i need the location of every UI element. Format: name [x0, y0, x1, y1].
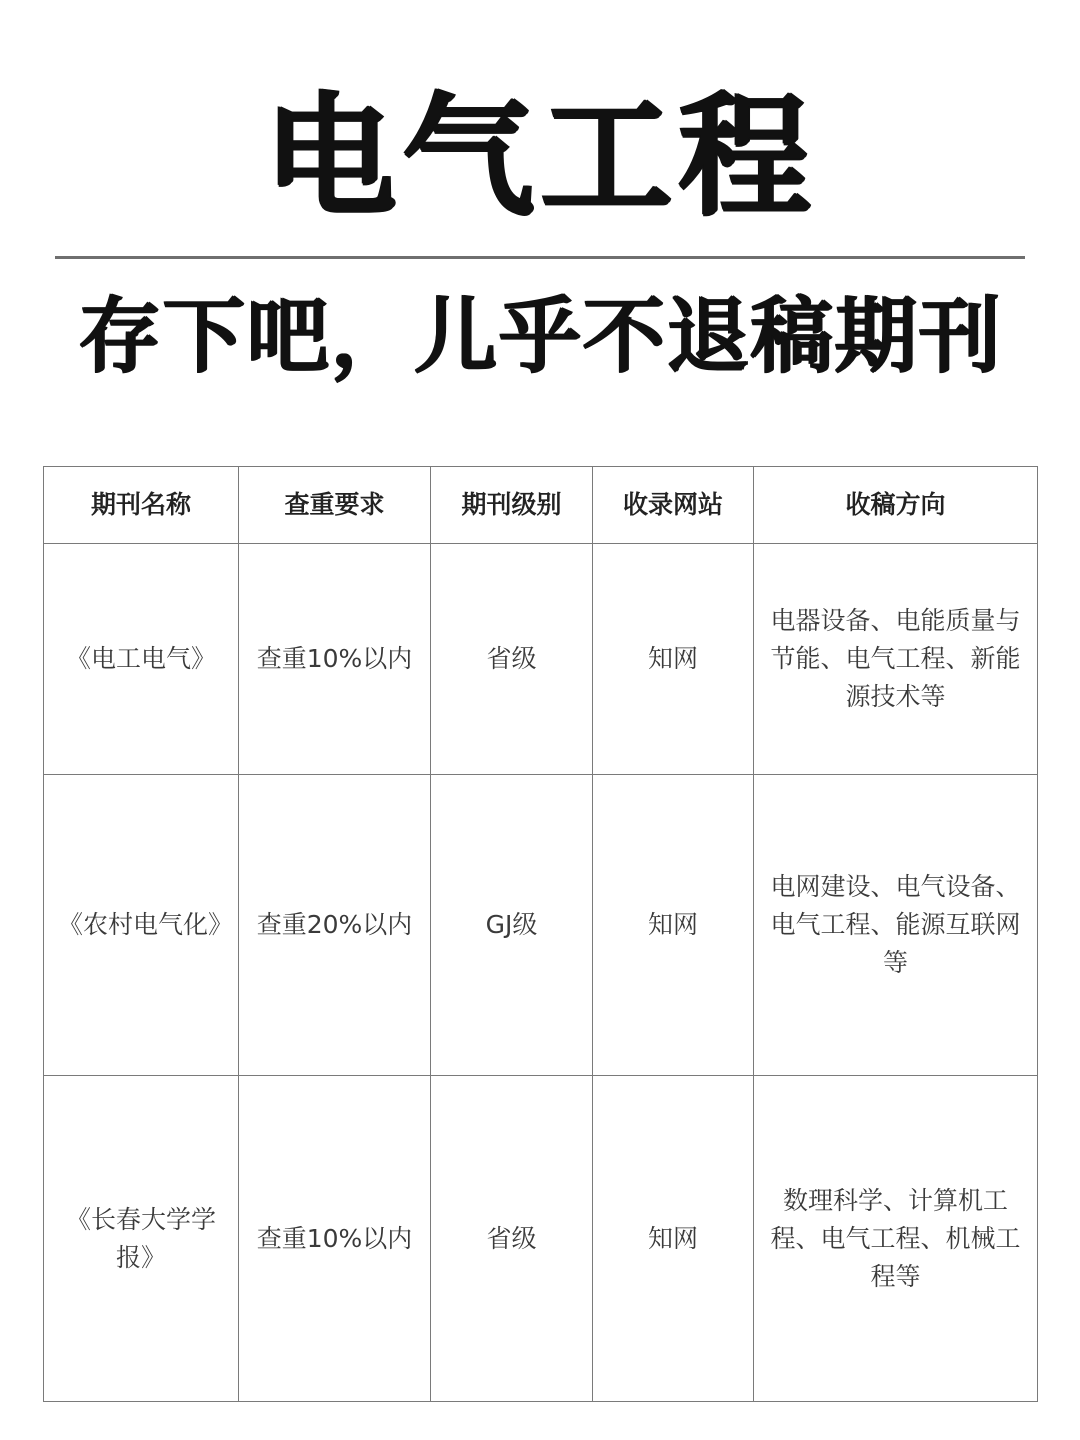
- topics-cell: 电器设备、电能质量与节能、电气工程、新能源技术等: [754, 544, 1038, 775]
- column-header-indexing-site: 收录网站: [593, 467, 754, 544]
- plagiarism-check-cell: 查重20%以内: [239, 775, 431, 1076]
- table-row: [44, 544, 1038, 775]
- journal-name-cell: 《电工电气》: [44, 544, 239, 775]
- journal-name-cell: 《农村电气化》: [44, 775, 239, 1076]
- journal-level-cell: 省级: [431, 1076, 593, 1402]
- page-subtitle: 存下吧，儿乎不退稿期刊: [77, 288, 1002, 384]
- topics-cell: 数理科学、计算机工程、电气工程、机械工程等: [754, 1076, 1038, 1402]
- plagiarism-check-cell: 查重10%以内: [239, 544, 431, 775]
- indexing-site-cell: 知网: [593, 775, 754, 1076]
- journal-name-cell: 《长春大学学报》: [44, 1076, 239, 1402]
- indexing-site-cell: 知网: [593, 1076, 754, 1402]
- topics-cell: 电网建设、电气设备、电气工程、能源互联网等: [754, 775, 1038, 1076]
- table-row: [44, 1076, 1038, 1402]
- plagiarism-check-cell: 查重10%以内: [239, 1076, 431, 1402]
- column-header-journal-name: 期刊名称: [44, 467, 239, 544]
- page-title: 电气工程: [264, 79, 816, 234]
- journal-level-cell: 省级: [431, 544, 593, 775]
- indexing-site-cell: 知网: [593, 544, 754, 775]
- column-header-topics: 收稿方向: [754, 467, 1038, 544]
- journal-table: [43, 466, 1038, 1402]
- journal-level-cell: GJ级: [431, 775, 593, 1076]
- table-header-row: [44, 467, 1038, 544]
- title-divider: [55, 256, 1025, 259]
- column-header-journal-level: 期刊级别: [431, 467, 593, 544]
- table-row: [44, 775, 1038, 1076]
- column-header-plagiarism-check: 查重要求: [239, 467, 431, 544]
